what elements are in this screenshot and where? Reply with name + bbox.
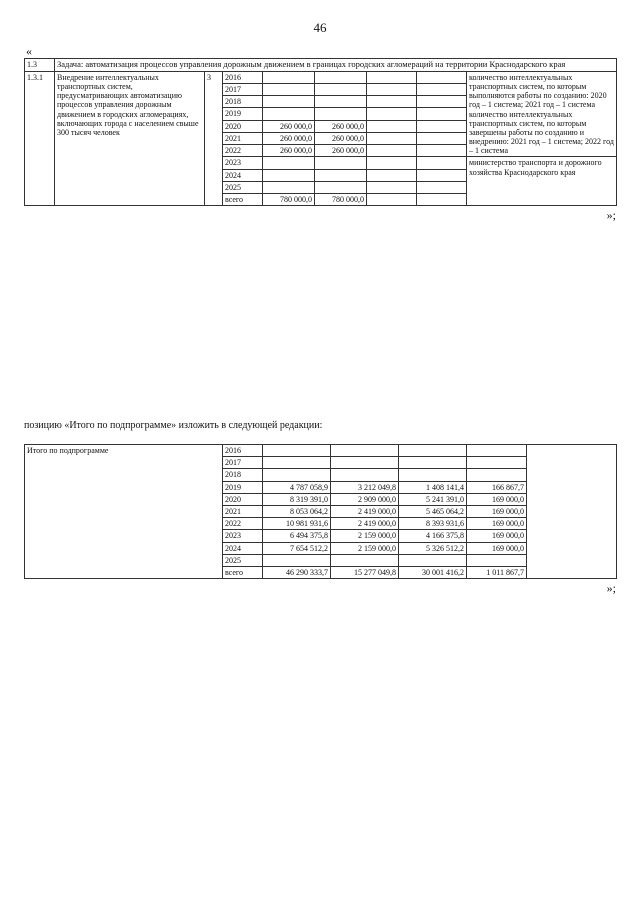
total-cell: 780 000,0 bbox=[263, 194, 315, 206]
federal-cell bbox=[315, 108, 367, 120]
itogo-total bbox=[263, 445, 331, 457]
federal-cell bbox=[315, 71, 367, 83]
year-cell: 2018 bbox=[223, 96, 263, 108]
itogo-regional: 5 465 064,2 bbox=[399, 505, 467, 517]
total-cell bbox=[263, 157, 315, 169]
measure-status: 3 bbox=[205, 71, 223, 205]
itogo-federal bbox=[331, 445, 399, 457]
regional-cell bbox=[367, 108, 417, 120]
year-cell: 2025 bbox=[223, 181, 263, 193]
itogo-local bbox=[467, 469, 527, 481]
page-number: 46 bbox=[313, 20, 327, 35]
itogo-local: 1 011 867,7 bbox=[467, 566, 527, 578]
local-cell bbox=[417, 132, 467, 144]
year-cell: 2023 bbox=[223, 157, 263, 169]
itogo-total: 8 053 064,2 bbox=[263, 505, 331, 517]
local-cell bbox=[417, 169, 467, 181]
total-cell: 260 000,0 bbox=[263, 145, 315, 157]
itogo-empty-merged bbox=[527, 445, 617, 579]
year-cell: 2020 bbox=[223, 120, 263, 132]
itogo-regional bbox=[399, 469, 467, 481]
itogo-federal: 2 419 000,0 bbox=[331, 518, 399, 530]
itogo-local: 169 000,0 bbox=[467, 493, 527, 505]
federal-cell bbox=[315, 157, 367, 169]
closing-quote-2: »; bbox=[606, 581, 616, 596]
caption-text: позицию «Итого по подпрограмме» изложить в следующей редакции: bbox=[24, 420, 323, 431]
itogo-regional: 5 326 512,2 bbox=[399, 542, 467, 554]
measure-name: Внедрение интеллектуальных транспортных систем, предусматривающих автоматизацию процессов управления дорожным движением в городских агломерациях, включающих города с населением свыше 300 тысяч человек bbox=[55, 71, 205, 205]
federal-cell bbox=[315, 84, 367, 96]
total-cell: 260 000,0 bbox=[263, 132, 315, 144]
itogo-local: 169 000,0 bbox=[467, 518, 527, 530]
opening-quote: « bbox=[26, 44, 32, 58]
itogo-regional bbox=[399, 445, 467, 457]
itogo-federal: 2 159 000,0 bbox=[331, 542, 399, 554]
itogo-year: 2018 bbox=[223, 469, 263, 481]
itogo-total bbox=[263, 457, 331, 469]
task-text: Задача: автоматизация процессов управления дорожным движением в границах городских агломераций на территории Краснодарского края bbox=[55, 59, 617, 72]
local-cell bbox=[417, 194, 467, 206]
itogo-year: 2021 bbox=[223, 505, 263, 517]
task-number: 1.3 bbox=[25, 59, 55, 72]
measure-executor: министерство транспорта и дорожного хозяйства Краснодарского края bbox=[467, 157, 617, 206]
itogo-regional: 1 408 141,4 bbox=[399, 481, 467, 493]
local-cell bbox=[417, 145, 467, 157]
local-cell bbox=[417, 96, 467, 108]
itogo-federal bbox=[331, 457, 399, 469]
total-cell bbox=[263, 71, 315, 83]
local-cell bbox=[417, 108, 467, 120]
itogo-regional: 30 001 416,2 bbox=[399, 566, 467, 578]
local-cell bbox=[417, 71, 467, 83]
itogo-local: 169 000,0 bbox=[467, 505, 527, 517]
itogo-federal bbox=[331, 554, 399, 566]
total-cell bbox=[263, 108, 315, 120]
year-cell: 2021 bbox=[223, 132, 263, 144]
local-cell bbox=[417, 181, 467, 193]
itogo-total: 6 494 375,8 bbox=[263, 530, 331, 542]
itogo-year: 2022 bbox=[223, 518, 263, 530]
federal-cell: 780 000,0 bbox=[315, 194, 367, 206]
itogo-year: 2023 bbox=[223, 530, 263, 542]
federal-cell bbox=[315, 181, 367, 193]
measure-table bbox=[24, 58, 617, 206]
itogo-regional: 4 166 375,8 bbox=[399, 530, 467, 542]
itogo-regional bbox=[399, 554, 467, 566]
itogo-federal: 2 909 000,0 bbox=[331, 493, 399, 505]
itogo-year-row bbox=[25, 445, 617, 457]
federal-cell bbox=[315, 96, 367, 108]
regional-cell bbox=[367, 84, 417, 96]
local-cell bbox=[417, 84, 467, 96]
itogo-total: 8 319 391,0 bbox=[263, 493, 331, 505]
measure-table-wrap bbox=[24, 58, 616, 223]
total-cell bbox=[263, 84, 315, 96]
regional-cell bbox=[367, 169, 417, 181]
itogo-year: 2017 bbox=[223, 457, 263, 469]
total-cell bbox=[263, 181, 315, 193]
local-cell bbox=[417, 157, 467, 169]
year-cell: 2022 bbox=[223, 145, 263, 157]
itogo-total bbox=[263, 469, 331, 481]
itogo-total: 4 787 058,9 bbox=[263, 481, 331, 493]
itogo-federal: 15 277 049,8 bbox=[331, 566, 399, 578]
itogo-year: всего bbox=[223, 566, 263, 578]
year-cell: 2024 bbox=[223, 169, 263, 181]
itogo-local bbox=[467, 554, 527, 566]
local-cell bbox=[417, 120, 467, 132]
measure-year-row bbox=[25, 71, 617, 83]
itogo-year: 2016 bbox=[223, 445, 263, 457]
itogo-federal: 2 159 000,0 bbox=[331, 530, 399, 542]
itogo-total: 10 981 931,6 bbox=[263, 518, 331, 530]
itogo-table bbox=[24, 444, 617, 579]
itogo-year: 2024 bbox=[223, 542, 263, 554]
regional-cell bbox=[367, 132, 417, 144]
itogo-total bbox=[263, 554, 331, 566]
federal-cell: 260 000,0 bbox=[315, 145, 367, 157]
regional-cell bbox=[367, 157, 417, 169]
year-cell: всего bbox=[223, 194, 263, 206]
regional-cell bbox=[367, 120, 417, 132]
federal-cell bbox=[315, 169, 367, 181]
itogo-federal: 3 212 049,8 bbox=[331, 481, 399, 493]
measure-number: 1.3.1 bbox=[25, 71, 55, 205]
task-row bbox=[25, 59, 617, 72]
itogo-table-wrap bbox=[24, 444, 616, 596]
federal-cell: 260 000,0 bbox=[315, 132, 367, 144]
closing-quote-1: »; bbox=[606, 208, 616, 223]
year-cell: 2019 bbox=[223, 108, 263, 120]
total-cell bbox=[263, 96, 315, 108]
itogo-local: 166 867,7 bbox=[467, 481, 527, 493]
year-cell: 2016 bbox=[223, 71, 263, 83]
itogo-local bbox=[467, 457, 527, 469]
itogo-local: 169 000,0 bbox=[467, 542, 527, 554]
itogo-federal bbox=[331, 469, 399, 481]
total-cell bbox=[263, 169, 315, 181]
itogo-local: 169 000,0 bbox=[467, 530, 527, 542]
itogo-year: 2020 bbox=[223, 493, 263, 505]
year-cell: 2017 bbox=[223, 84, 263, 96]
total-cell: 260 000,0 bbox=[263, 120, 315, 132]
regional-cell bbox=[367, 96, 417, 108]
itogo-label: Итого по подпрограмме bbox=[25, 445, 223, 579]
itogo-local bbox=[467, 445, 527, 457]
itogo-regional: 5 241 391,0 bbox=[399, 493, 467, 505]
regional-cell bbox=[367, 71, 417, 83]
measure-result: количество интеллектуальных транспортных систем, по которым выполняются работы по созданию: 2020 год – 1 система; 2021 год – 1 система количество интеллектуальных транспортных систем, по которым завершены работы по созданию и внедрению: 2021 год – 1 система; 2022 год – 1 система bbox=[467, 71, 617, 157]
itogo-year: 2019 bbox=[223, 481, 263, 493]
itogo-federal: 2 419 000,0 bbox=[331, 505, 399, 517]
itogo-year: 2025 bbox=[223, 554, 263, 566]
itogo-regional bbox=[399, 457, 467, 469]
itogo-regional: 8 393 931,6 bbox=[399, 518, 467, 530]
regional-cell bbox=[367, 194, 417, 206]
regional-cell bbox=[367, 145, 417, 157]
itogo-total: 46 290 333,7 bbox=[263, 566, 331, 578]
itogo-total: 7 654 512,2 bbox=[263, 542, 331, 554]
federal-cell: 260 000,0 bbox=[315, 120, 367, 132]
regional-cell bbox=[367, 181, 417, 193]
